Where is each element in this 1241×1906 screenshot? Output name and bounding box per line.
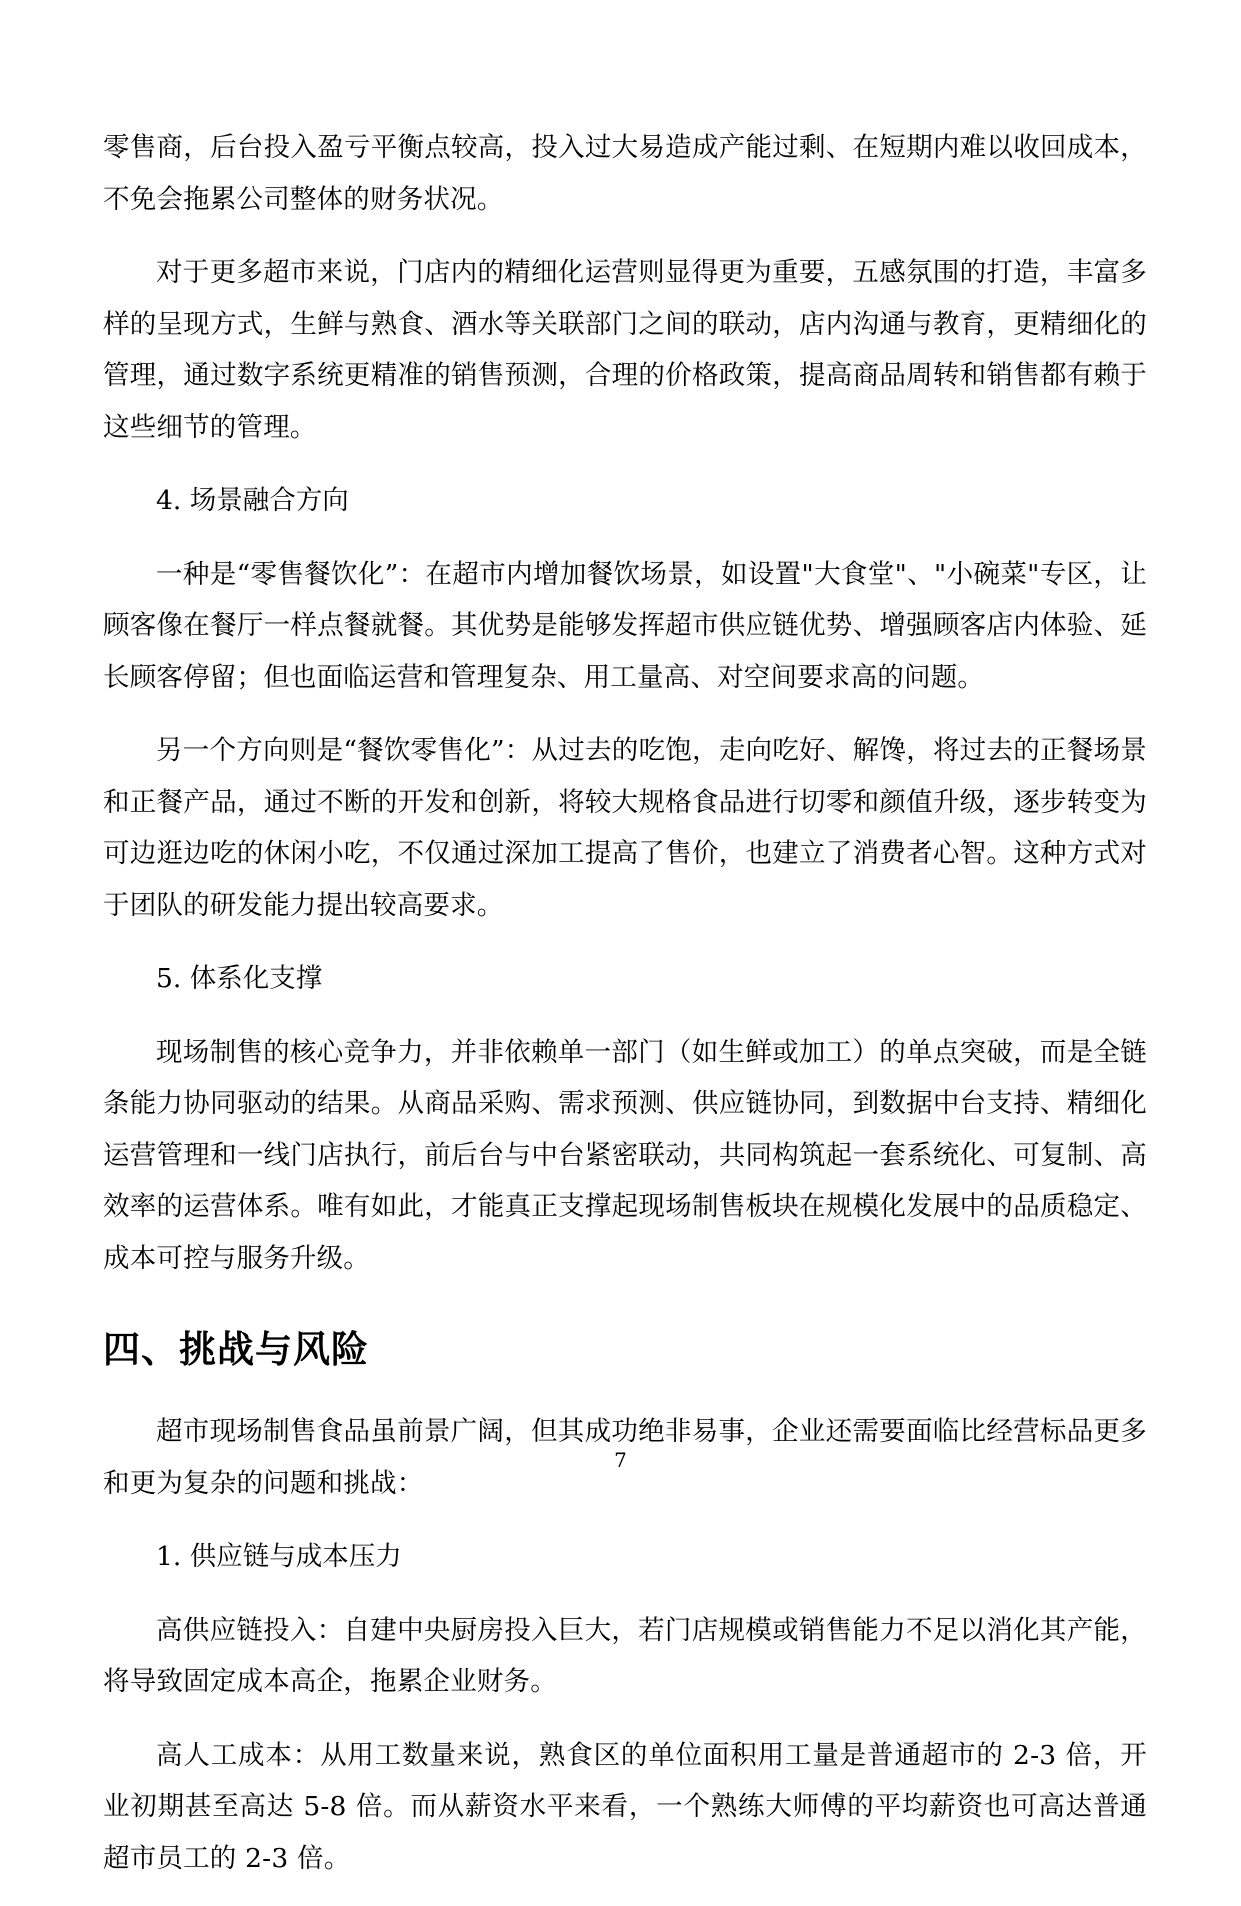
paragraph: 高人工成本：从用工数量来说，熟食区的单位面积用工量是普通超市的 2-3 倍，开业初期甚至高达 5-8 倍。而从薪资水平来看，一个熟练大师傅的平均薪资也可高达普通超市员工的 2-3 倍。 — [103, 1739, 1147, 1874]
paragraph: 对于更多超市来说，门店内的精细化运营则显得更为重要，五感氛围的打造，丰富多样的呈现方式，生鲜与熟食、酒水等关联部门之间的联动，店内沟通与教育，更精细化的管理，通过数字系统更精准的销售预测，合理的价格政策，提高商品周转和销售都有赖于这些细节的管理。 — [103, 257, 1147, 443]
paragraph: 零售商，后台投入盈亏平衡点较高，投入过大易造成产能过剩、在短期内难以收回成本，不免会拖累公司整体的财务状况。 — [103, 132, 1147, 215]
paragraph: 高供应链投入：自建中央厨房投入巨大，若门店规模或销售能力不足以消化其产能，将导致固定成本高企，拖累企业财务。 — [103, 1614, 1147, 1697]
subheading-scene-fusion: 4. 场景融合方向 — [156, 485, 349, 516]
page-content — [103, 122, 1147, 1906]
section-heading-challenges-and-risks: 四、挑战与风险 — [103, 1327, 369, 1371]
paragraph: 另一个方向则是“餐饮零售化”：从过去的吃饱，走向吃好、解馋，将过去的正餐场景和正餐产品，通过不断的开发和创新，将较大规格食品进行切零和颜值升级，逐步转变为可边逛边吃的休闲小吃，不仅通过深加工提高了售价，也建立了消费者心智。这种方式对于团队的研发能力提出较高要求。 — [103, 735, 1147, 921]
subheading-systematic-support: 5. 体系化支撑 — [156, 963, 323, 994]
page-number: 7 — [614, 1448, 627, 1472]
paragraph: 一种是“零售餐饮化”：在超市内增加餐饮场景，如设置"大食堂"、"小碗菜"专区，让顾客像在餐厅一样点餐就餐。其优势是能够发挥超市供应链优势、增强顾客店内体验、延长顾客停留；但也面临运营和管理复杂、用工量高、对空间要求高的问题。 — [103, 558, 1147, 693]
paragraph: 超市现场制售食品虽前景广阔，但其成功绝非易事，企业还需要面临比经营标品更多和更为复杂的问题和挑战： — [103, 1416, 1147, 1499]
subheading-supply-chain-cost-pressure: 1. 供应链与成本压力 — [156, 1541, 402, 1572]
paragraph: 现场制售的核心竞争力，并非依赖单一部门（如生鲜或加工）的单点突破，而是全链条能力协同驱动的结果。从商品采购、需求预测、供应链协同，到数据中台支持、精细化运营管理和一线门店执行，前后台与中台紧密联动，共同构筑起一套系统化、可复制、高效率的运营体系。唯有如此，才能真正支撑起现场制售板块在规模化发展中的品质稳定、成本可控与服务升级。 — [103, 1036, 1147, 1274]
